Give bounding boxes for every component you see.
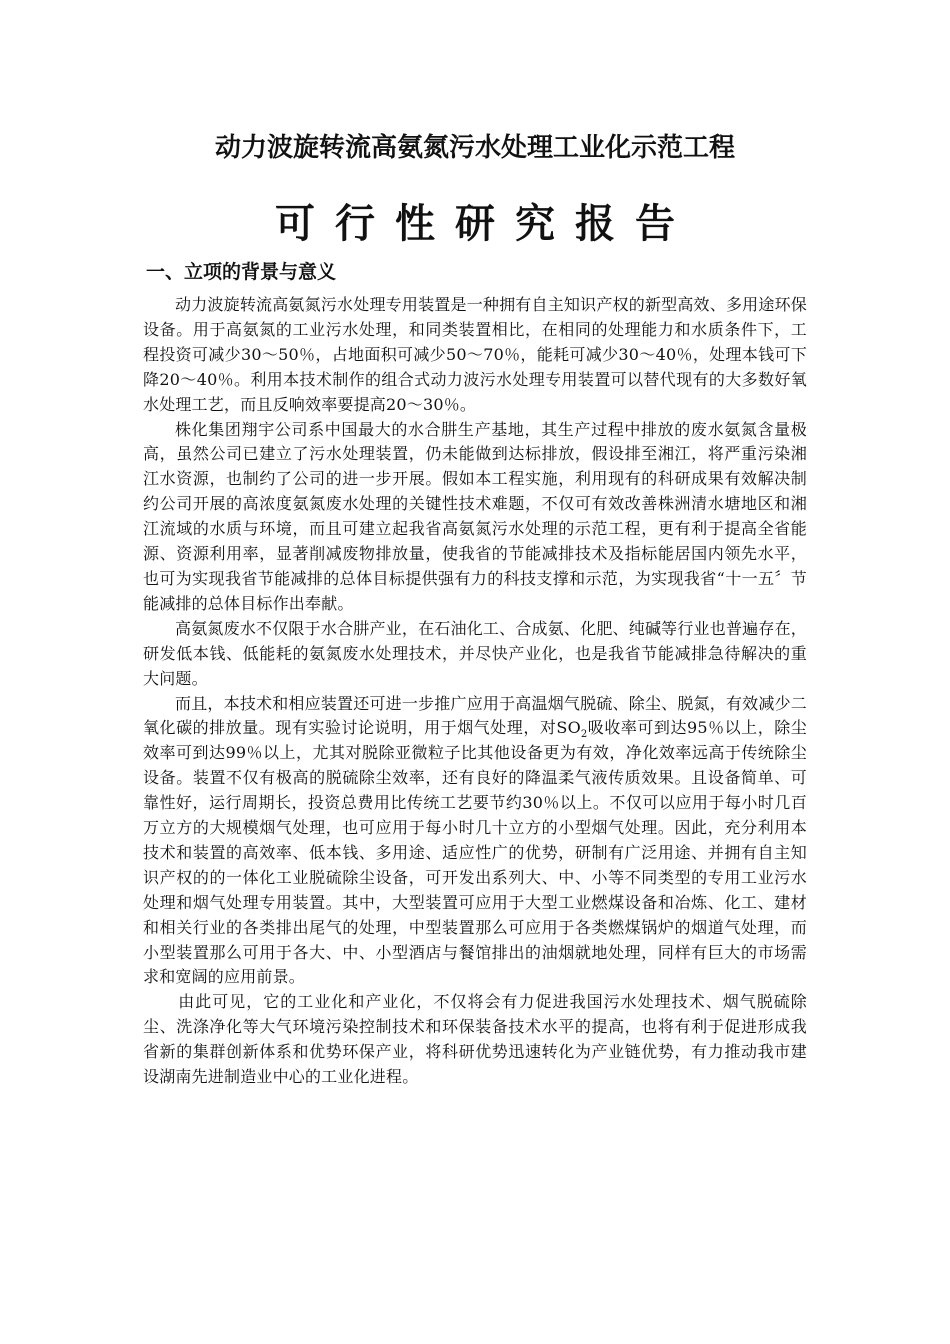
paragraph-1: 动力波旋转流高氨氮污水处理专用装置是一种拥有自主知识产权的新型高效、多用途环保设备。用于高氨氮的工业污水处理，和同类装置相比，在相同的处理能力和水质条件下，工程投资可减少30～50％，占地面积可减少50～70％，能耗可减少30～40％，处理本钱可下降20～40％。利用本技术制作的组合式动力波污水处理专用装置可以替代现有的大多数好氧水处理工艺，而且反响效率要提高20～30％。	[143, 295, 807, 414]
paragraph-2: 株化集团翔宇公司系中国最大的水合肼生产基地，其生产过程中排放的废水氨氮含量极高，虽然公司已建立了污水处理装置，仍未能做到达标排放，假设排至湘江，将严重污染湘江水资源，也制约了公司的进一步开展。假如本工程实施，利用现有的科研成果有效解决制约公司开展的高浓度氨氮废水处理的关键性技术难题，不仅可有效改善株洲清水塘地区和湘江流域的水质与环境，而且可建立起我省高氨氮污水处理的示范工程，更有利于提高全省能源、资源利用率，显著削减废物排放量，使我省的节能减排技术及指标能居国内领先水平，也可为实现我省节能减排的总体目标提供强有力的科技支撑和示范，为实现我省“十一五〞节能减排的总体目标作出奉献。	[143, 419, 807, 613]
document-subtitle: 可行性研究报告	[275, 201, 695, 247]
paragraph-4	[143, 692, 807, 991]
paragraph-4-part-1: 而且，本技术和相应装置还可进一步推广应用于高温烟气脱硫、除尘、脱氮，有效减少二氧化碳的排放量。现有实验讨论说明，用于烟气处理，对SO	[143, 693, 807, 738]
paragraph-4-part-2: 吸收率可到达95％以上，除尘效率可到达99％以上，尤其对脱除亚微粒子比其他设备更为有效，净化效率远高于传统除尘设备。装置不仅有极高的脱硫除尘效率，还有良好的降温柔气液传质效果。且设备简单、可靠性好，运行周期长，投资总费用比传统工艺要节约30％以上。不仅可以应用于每小时几百万立方的大规模烟气处理，也可应用于每小时几十立方的小型烟气处理。因此，充分利用本技术和装置的高效率、低本钱、多用途、适应性广的优势，研制有广泛用途、并拥有自主知识产权的的一体化工业脱硫除尘设备，可开发出系列大、中、小等不同类型的专用工业污水处理和烟气处理专用装置。其中，大型装置可应用于大型工业燃煤设备和冶炼、化工、建材和相关行业的各类排出尾气的处理，中型装置那么可应用于各类燃煤锅炉的烟道气处理，而小型装置那么可用于各大、中、小型酒店与餐馆排出的油烟就地处理，同样有巨大的市场需求和宽阔的应用前景。	[143, 718, 807, 987]
body-text	[143, 293, 807, 1090]
paragraph-5: 由此可见，它的工业化和产业化，不仅将会有力促进我国污水处理技术、烟气脱硫除尘、洗涤净化等大气环境污染控制技术和环保装备技术水平的提高，也将有利于促进形成我省新的集群创新体系和优势环保产业，将科研优势迅速转化为产业链优势，有力推动我市建设湖南先进制造业中心的工业化进程。	[143, 992, 807, 1087]
document-title: 动力波旋转流高氨氮污水处理工业化示范工程	[214, 133, 735, 163]
so2-subscript: 2	[580, 729, 588, 741]
section-heading: 一、立项的背景与意义	[146, 261, 337, 283]
paragraph-3: 高氨氮废水不仅限于水合肼产业，在石油化工、合成氨、化肥、纯碱等行业也普遍存在，研发低本钱、低能耗的氨氮废水处理技术，并尽快产业化，也是我省节能减排急待解决的重大问题。	[143, 618, 807, 688]
